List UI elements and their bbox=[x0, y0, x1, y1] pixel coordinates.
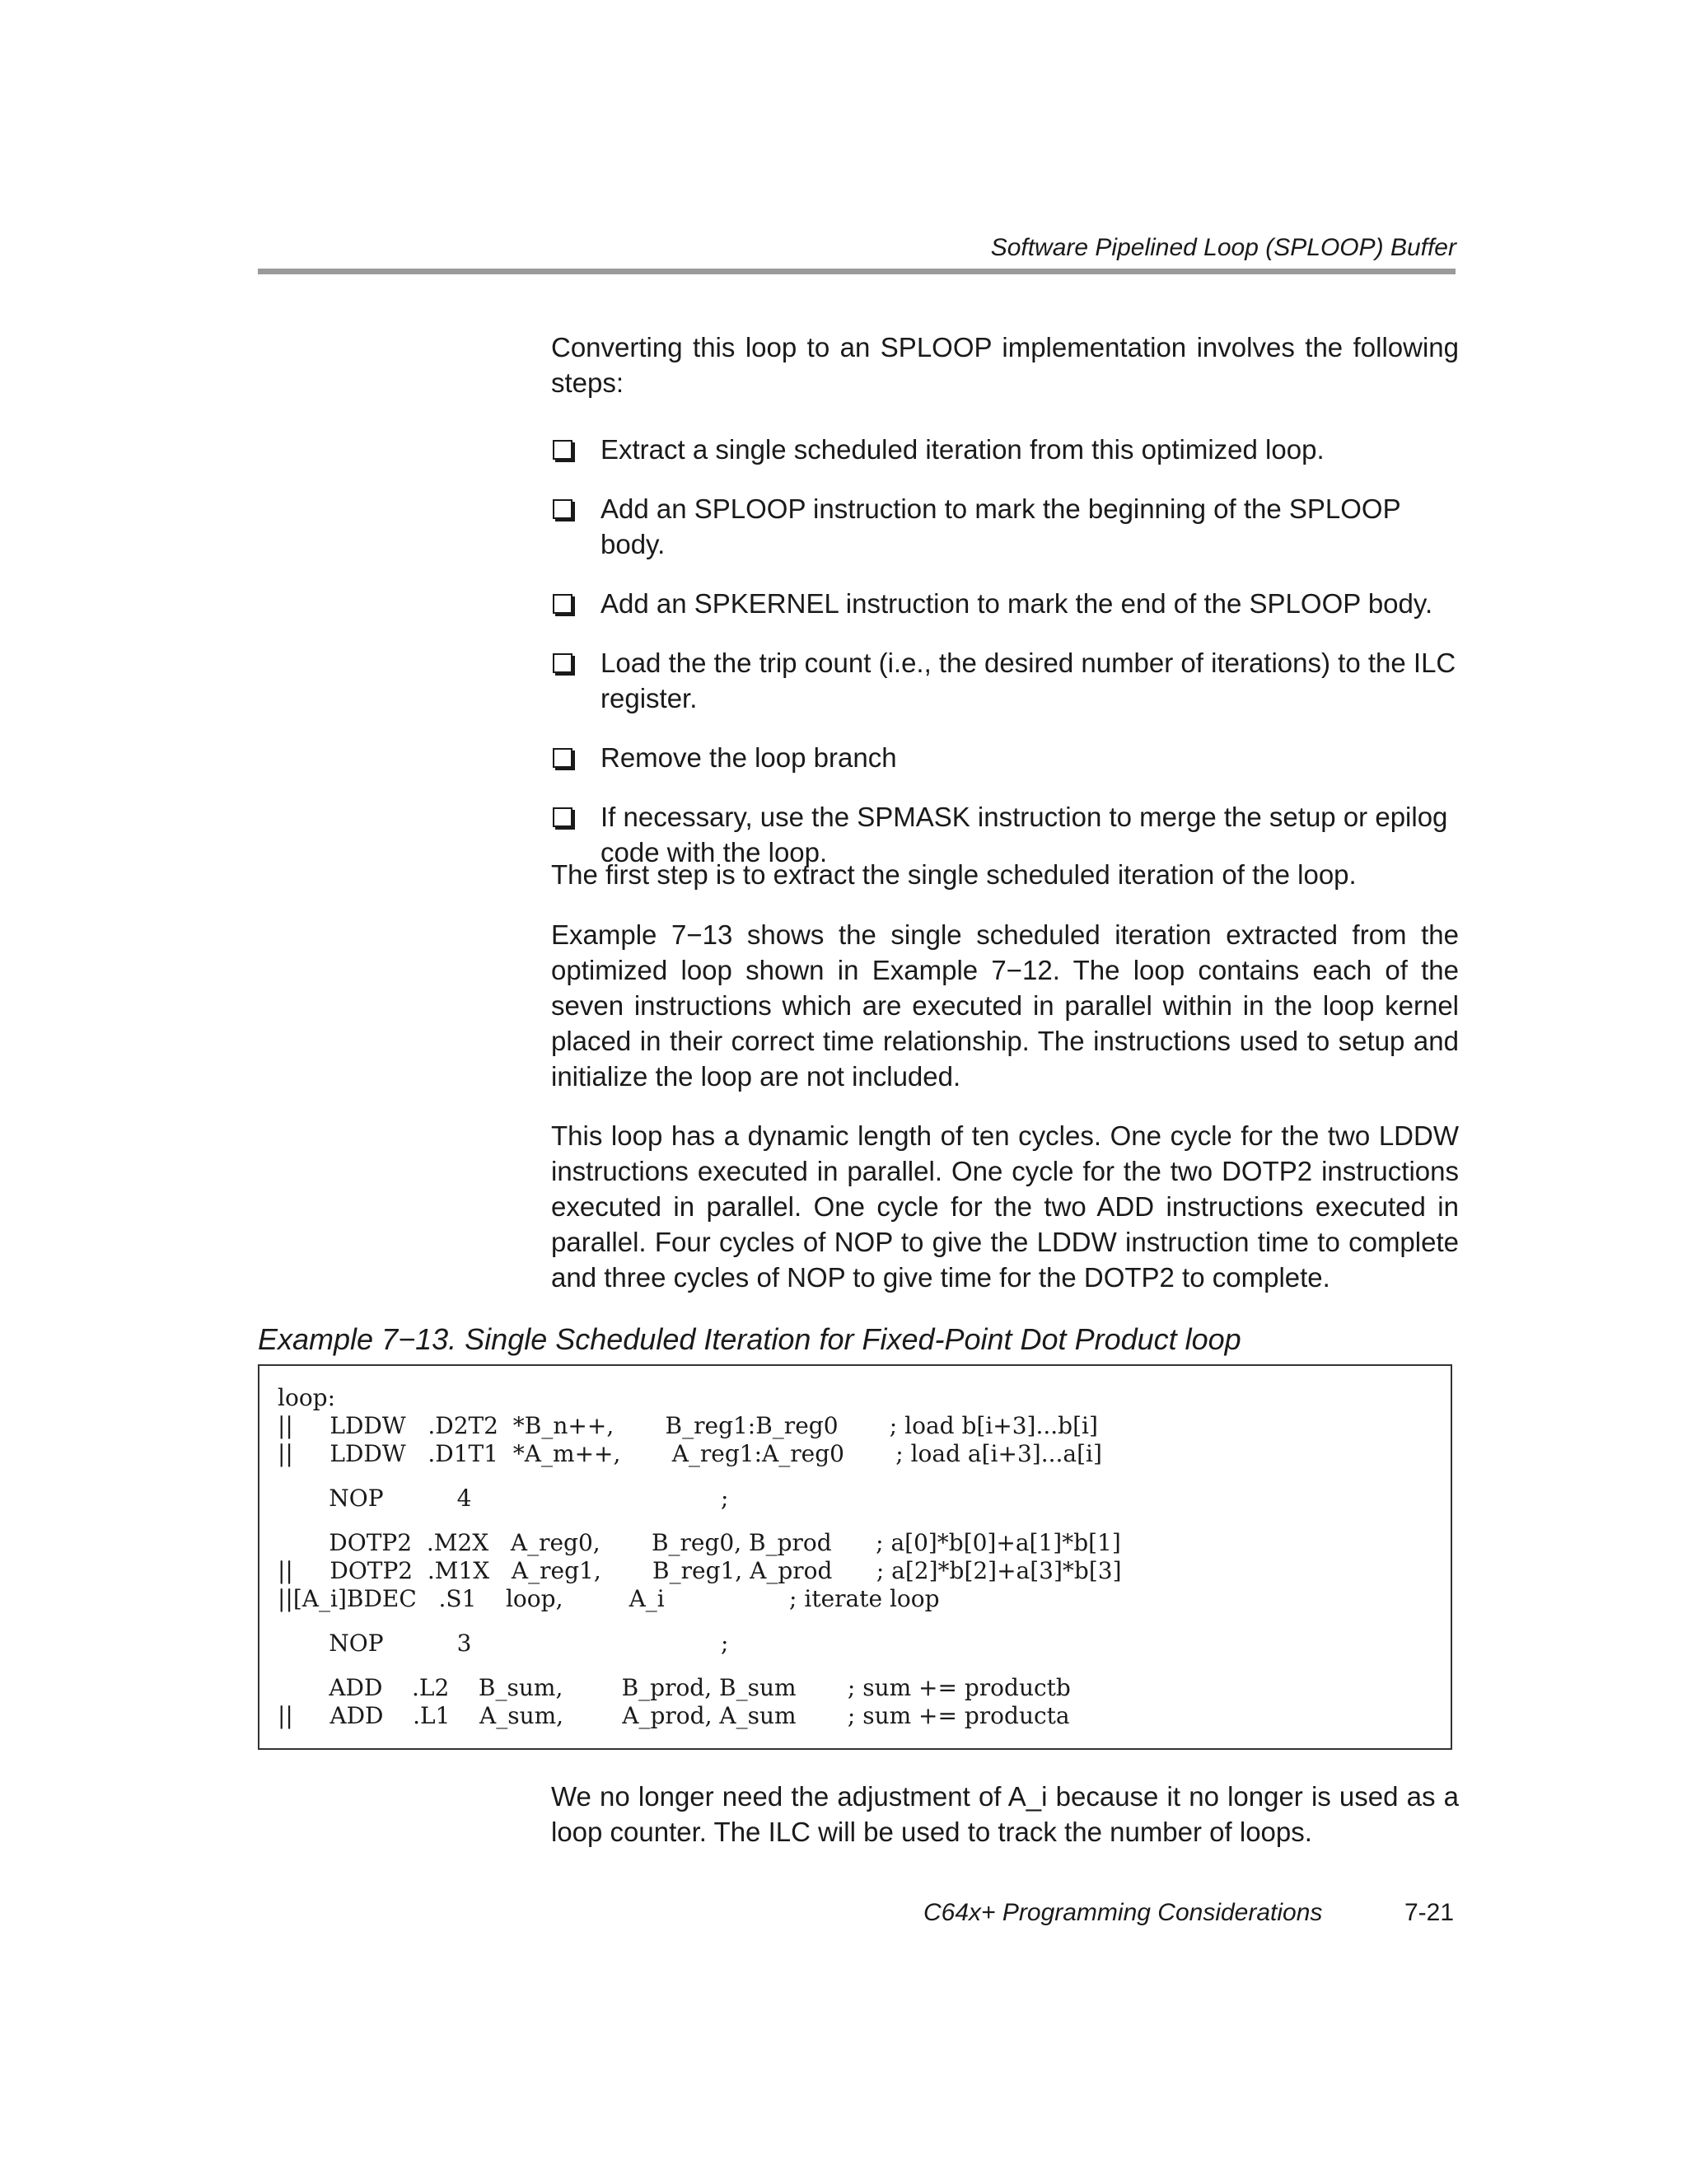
code-line: || DOTP2 .M1X A_reg1, B_reg1, A_prod ; a[2]*b[2]+a[3]*b[3] bbox=[278, 1557, 1122, 1584]
dynamic-length-paragraph: This loop has a dynamic length of ten cycles. One cycle for the two LDDW instructions executed in parallel. One cycle for the two DOTP2 instructions executed in parallel. One cycle for the two ADD instructions executed in parallel. Four cycles of NOP to give the LDDW instruction time to complete and three cycles of NOP to give time for the DOTP2 to complete. bbox=[551, 1120, 1459, 1293]
first-step-paragraph: The first step is to extract the single scheduled iteration of the loop. bbox=[551, 859, 1357, 890]
code-line: loop: bbox=[278, 1384, 336, 1411]
header-rule bbox=[258, 269, 1456, 274]
step-text: Remove the loop branch bbox=[600, 742, 897, 773]
example-caption: Example 7−13. Single Scheduled Iteration for Fixed-Point Dot Product loop bbox=[258, 1322, 1241, 1356]
list-item bbox=[551, 586, 1459, 621]
step-text: Add an SPLOOP instruction to mark the beginning of the SPLOOP body. bbox=[600, 493, 1401, 559]
code-line: || ADD .L1 A_sum, A_prod, A_sum ; sum += producta bbox=[278, 1702, 1070, 1729]
code-line: ADD .L2 B_sum, B_prod, B_sum ; sum += productb bbox=[278, 1674, 1071, 1701]
checkbox-bullet-icon bbox=[553, 499, 572, 519]
footer-title: C64x+ Programming Considerations bbox=[923, 1899, 1323, 1926]
example-description-paragraph: Example 7−13 shows the single scheduled iteration extracted from the optimized loop shown in Example 7−12. The loop contains each of the seven instructions which are executed in parallel within in the loop kernel placed in their correct time relationship. The instructions used to setup and initialize the loop are not included. bbox=[551, 919, 1459, 1092]
checkbox-bullet-icon bbox=[553, 440, 572, 460]
step-text: If necessary, use the SPMASK instruction to merge the setup or epilog code with the loop. bbox=[600, 802, 1448, 868]
closing-paragraph: We no longer need the adjustment of A_i because it no longer is used as a loop counter. The ILC will be used to track the number of loops. bbox=[551, 1781, 1459, 1847]
code-line: NOP 4 ; bbox=[278, 1485, 729, 1512]
list-item bbox=[551, 432, 1459, 467]
step-text: Extract a single scheduled iteration from this optimized loop. bbox=[600, 434, 1325, 465]
header-title: Software Pipelined Loop (SPLOOP) Buffer bbox=[990, 234, 1456, 261]
page-number: 7-21 bbox=[1404, 1899, 1454, 1926]
list-item bbox=[551, 740, 1459, 775]
code-line: NOP 3 ; bbox=[278, 1630, 729, 1657]
checkbox-bullet-icon bbox=[553, 807, 572, 827]
code-line: || LDDW .D2T2 *B_n++, B_reg1:B_reg0 ; load b[i+3]...b[i] bbox=[278, 1412, 1098, 1439]
code-line: || LDDW .D1T1 *A_m++, A_reg1:A_reg0 ; load a[i+3]...a[i] bbox=[278, 1440, 1102, 1467]
code-line: ||[A_i]BDEC .S1 loop, A_i ; iterate loop bbox=[278, 1585, 940, 1612]
checkbox-bullet-icon bbox=[553, 594, 572, 614]
code-listing bbox=[258, 1364, 1452, 1750]
step-text: Add an SPKERNEL instruction to mark the end of the SPLOOP body. bbox=[600, 588, 1433, 619]
checkbox-bullet-icon bbox=[553, 748, 572, 768]
step-text: Load the the trip count (i.e., the desired number of iterations) to the ILC register. bbox=[600, 648, 1456, 713]
code-line: DOTP2 .M2X A_reg0, B_reg0, B_prod ; a[0]*b[0]+a[1]*b[1] bbox=[278, 1529, 1121, 1556]
steps-list bbox=[551, 432, 1459, 894]
intro-paragraph: Converting this loop to an SPLOOP implementation involves the following steps: bbox=[551, 332, 1459, 398]
list-item bbox=[551, 491, 1459, 562]
checkbox-bullet-icon bbox=[553, 653, 572, 673]
list-item bbox=[551, 645, 1459, 716]
